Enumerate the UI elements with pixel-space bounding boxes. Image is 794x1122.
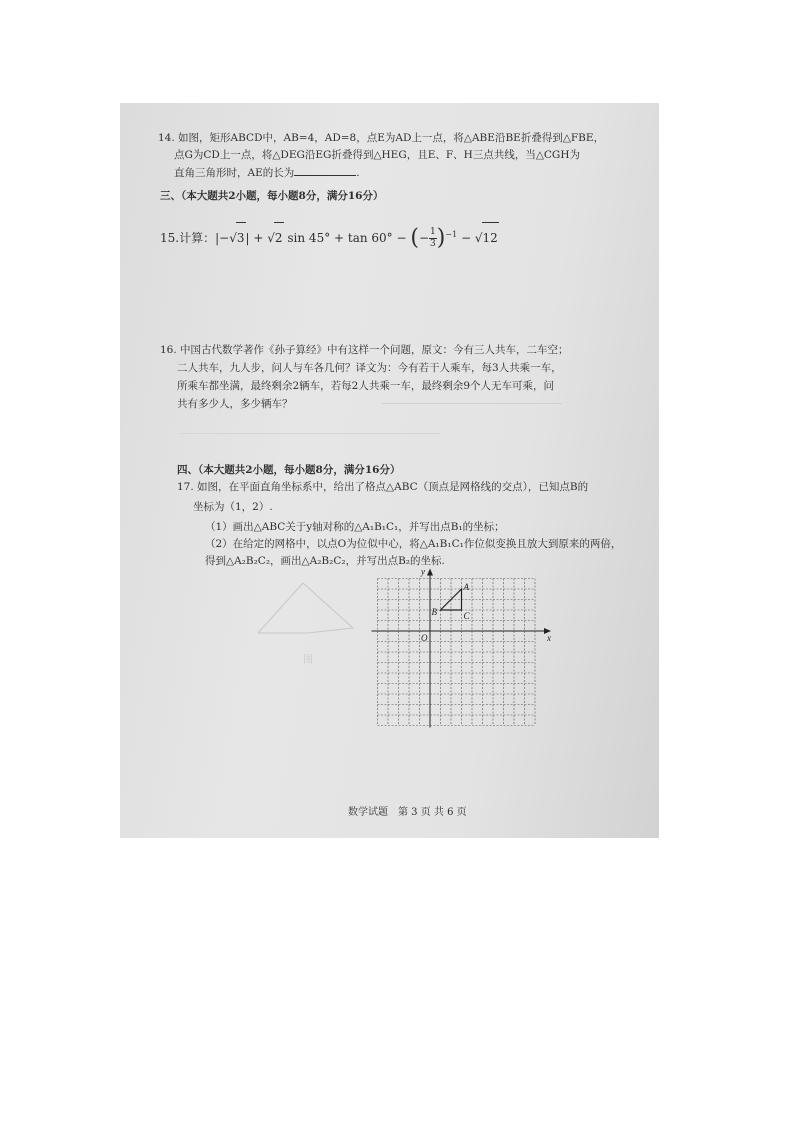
q16-line-4: 共有多少人，多少辆车？ (177, 398, 293, 410)
q14-line-3-end: . (356, 167, 360, 179)
x-axis-label: x (547, 633, 551, 643)
q17-part-1: （1）画出△ABC关于y轴对称的△A₁B₁C₁，并写出点B₁的坐标； (205, 521, 505, 533)
q16-line-1: 16. 中国古代数学著作《孙子算经》中有这样一个问题，原文：今有三人共车，二车空； (160, 344, 569, 356)
q16-line-2: 二人共车，九人步，问人与车各几何？译文为：今有若干人乘车，每3人共乘一车， (177, 362, 562, 374)
frac-denominator: 3 (430, 239, 436, 249)
frac-minus: − (418, 231, 430, 245)
page-footer: 数学试题 第 3 页 共 6 页 (348, 807, 467, 818)
origin-label: O (421, 633, 428, 643)
sqrt-sign-2: √ (267, 231, 275, 245)
section-4-heading: 四、（本大题共2小题，每小题8分，满分16分） (177, 464, 401, 476)
abs-close: | (245, 231, 250, 245)
exponent: −1 (445, 230, 458, 239)
q14-line-3 (174, 165, 360, 180)
trig-terms: sin 45° + tan 60° − (287, 231, 407, 245)
fraction-one-third (429, 227, 437, 250)
paren-close: ) (436, 225, 446, 251)
q16-line-3: 所乘车都坐满，最终剩余2辆车，若每2人共乘一车，最终剩余9个人无车可乘，问 (177, 380, 555, 392)
point-a-label: A (463, 582, 469, 592)
minus-sign: − (460, 231, 472, 245)
q17-line-1: 17. 如图，在平面直角坐标系中，给出了格点△ABC（顶点是网格线的交点），已知点B的 (177, 481, 589, 493)
q17-part-2a: （2）在给定的网格中，以点O为位似中心，将△A₁B₁C₁作位似变换且放大到原来的两倍， (205, 538, 622, 550)
y-axis-label: y (421, 568, 425, 577)
radicand-2: 2 (274, 222, 284, 253)
frac-numerator: 1 (430, 227, 436, 237)
q17-part-2b: 得到△A₂B₂C₂，画出△A₂B₂C₂，并写出点B₂的坐标. (205, 555, 445, 567)
bleed-through-line (382, 403, 562, 404)
photographed-page (120, 103, 659, 838)
sqrt-sign-3: √ (474, 231, 483, 245)
abs-open: |− (215, 231, 230, 245)
section-3-heading: 三、（本大题共2小题，每小题8分，满分16分） (160, 190, 384, 202)
point-b-label: B (431, 607, 437, 617)
bleed-through-line (180, 433, 440, 434)
y-axis-arrow (427, 569, 433, 576)
paren-open: ( (410, 225, 419, 251)
bleed-through-triangle (248, 578, 373, 668)
q14-line-1: 14. 如图，矩形ABCD中，AB=4，AD=8，点E为AD上一点，将△ABE沿BE折叠得到△FBE， (158, 132, 605, 144)
answer-blank (294, 165, 356, 176)
q17-line-2: 坐标为（1，2）. (193, 501, 273, 513)
radicand-3: 3 (236, 222, 246, 253)
q14-line-2: 点G为CD上一点，将△DEG沿EG折叠得到△HEG，且E、F、H三点共线，当△CGH为 (174, 149, 580, 161)
plus-sign: + (253, 231, 264, 245)
q15-label: 15.计算： (160, 231, 216, 245)
radicand-12: 12 (482, 222, 499, 253)
point-c-label: C (463, 611, 470, 621)
q14-line-3-text: 直角三角形时，AE的长为 (174, 167, 295, 179)
sqrt-sign-1: √ (229, 231, 237, 245)
coordinate-grid-figure (370, 568, 555, 738)
q15-expression (160, 220, 499, 254)
bleed-through-label: 图 (303, 655, 313, 666)
